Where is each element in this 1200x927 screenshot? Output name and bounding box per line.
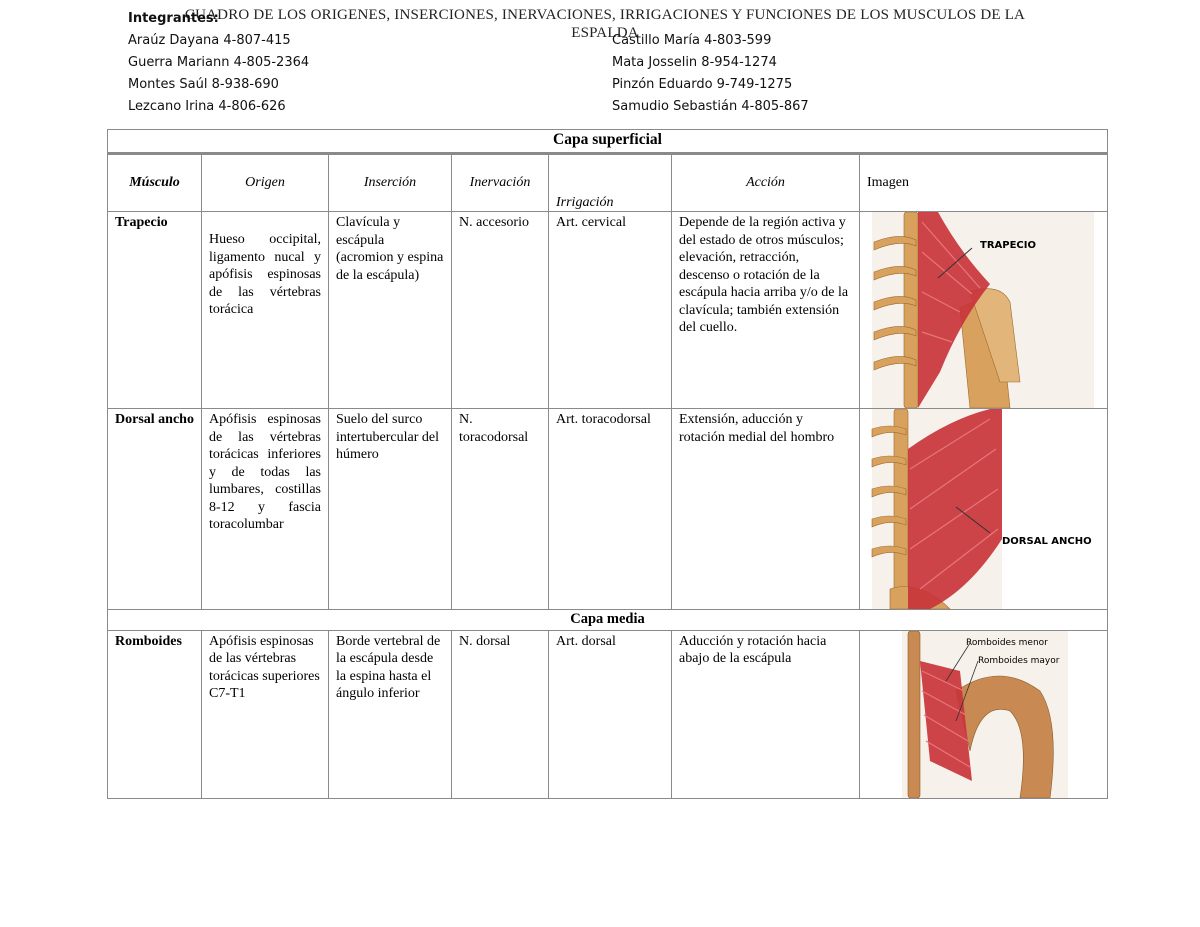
header-image: Imagen [860, 154, 1108, 212]
innervation-cell: N. dorsal [452, 630, 549, 798]
origin-cell: Hueso occipital, ligamento nucal y apófisis espinosas de las vértebras torácica [202, 212, 329, 409]
header-insertion: Inserción [329, 154, 452, 212]
members-heading: Integrantes: [128, 11, 219, 26]
origin-cell: Apófisis espinosas de las vértebras torácicas inferiores y de todas las lumbares, costillas 8-12 y fascia toracolumbar [202, 409, 329, 610]
layer-superficial: Capa superficial [108, 130, 1108, 154]
member-name: Lezcano Irina 4-806-626 [128, 99, 286, 114]
insertion-cell: Clavícula y escápula (acromion y espina de la escápula) [329, 212, 452, 409]
image-label: DORSAL ANCHO [1002, 536, 1092, 547]
action-cell: Depende de la región activa y del estado de otros músculos; elevación, retracción, descenso o rotación de la escápula hacia arriba y/o de la clavícula; también extensión del cuello. [672, 212, 860, 409]
layer-row [108, 130, 1108, 154]
table-row [108, 409, 1108, 610]
rhomboid-image [860, 630, 1108, 798]
image-label: Romboides mayor [978, 655, 1060, 666]
layer-media: Capa media [108, 610, 1108, 631]
insertion-cell: Borde vertebral de la escápula desde la espina hasta el ángulo inferior [329, 630, 452, 798]
muscle-name: Romboides [108, 630, 202, 798]
trapezius-image [860, 212, 1108, 409]
muscle-name: Trapecio [108, 212, 202, 409]
latissimus-image [860, 409, 1108, 610]
members-right [612, 30, 809, 118]
member-name: Castillo María 4-803-599 [612, 33, 772, 48]
member-name: Samudio Sebastián 4-805-867 [612, 99, 809, 114]
origin-cell: Apófisis espinosas de las vértebras torácicas superiores C7-T1 [202, 630, 329, 798]
layer-row [108, 610, 1108, 631]
muscle-name: Dorsal ancho [108, 409, 202, 610]
image-label: Romboides menor [966, 637, 1048, 648]
innervation-cell: N. toracodorsal [452, 409, 549, 610]
member-name: Araúz Dayana 4-807-415 [128, 33, 291, 48]
member-name: Mata Josselin 8-954-1274 [612, 55, 777, 70]
header-action: Acción [672, 154, 860, 212]
member-name: Guerra Mariann 4-805-2364 [128, 55, 310, 70]
action-cell: Aducción y rotación hacia abajo de la escápula [672, 630, 860, 798]
irrigation-cell: Art. toracodorsal [549, 409, 672, 610]
image-label: TRAPECIO [980, 240, 1036, 251]
table-row [108, 630, 1108, 798]
header-muscle: Músculo [108, 154, 202, 212]
irrigation-cell: Art. dorsal [549, 630, 672, 798]
header-origin: Origen [202, 154, 329, 212]
action-cell: Extensión, aducción y rotación medial del hombro [672, 409, 860, 610]
member-name: Montes Saúl 8-938-690 [128, 77, 279, 92]
header-row [108, 154, 1108, 212]
header-irrigation: Irrigación [549, 154, 672, 212]
insertion-cell: Suelo del surco intertubercular del húmero [329, 409, 452, 610]
muscles-table [107, 129, 1108, 799]
header-innervation: Inervación [452, 154, 549, 212]
member-name: Pinzón Eduardo 9-749-1275 [612, 77, 793, 92]
table-row [108, 212, 1108, 409]
irrigation-cell: Art. cervical [549, 212, 672, 409]
members-left [128, 8, 309, 118]
innervation-cell: N. accesorio [452, 212, 549, 409]
latissimus-illustration [860, 409, 1108, 609]
document-title: CUADRO DE LOS ORIGENES, INSERCIONES, INERVACIONES, IRRIGACIONES Y FUNCIONES DE LOS MUSCULOS DE LA ESPALDA [184, 7, 1026, 41]
